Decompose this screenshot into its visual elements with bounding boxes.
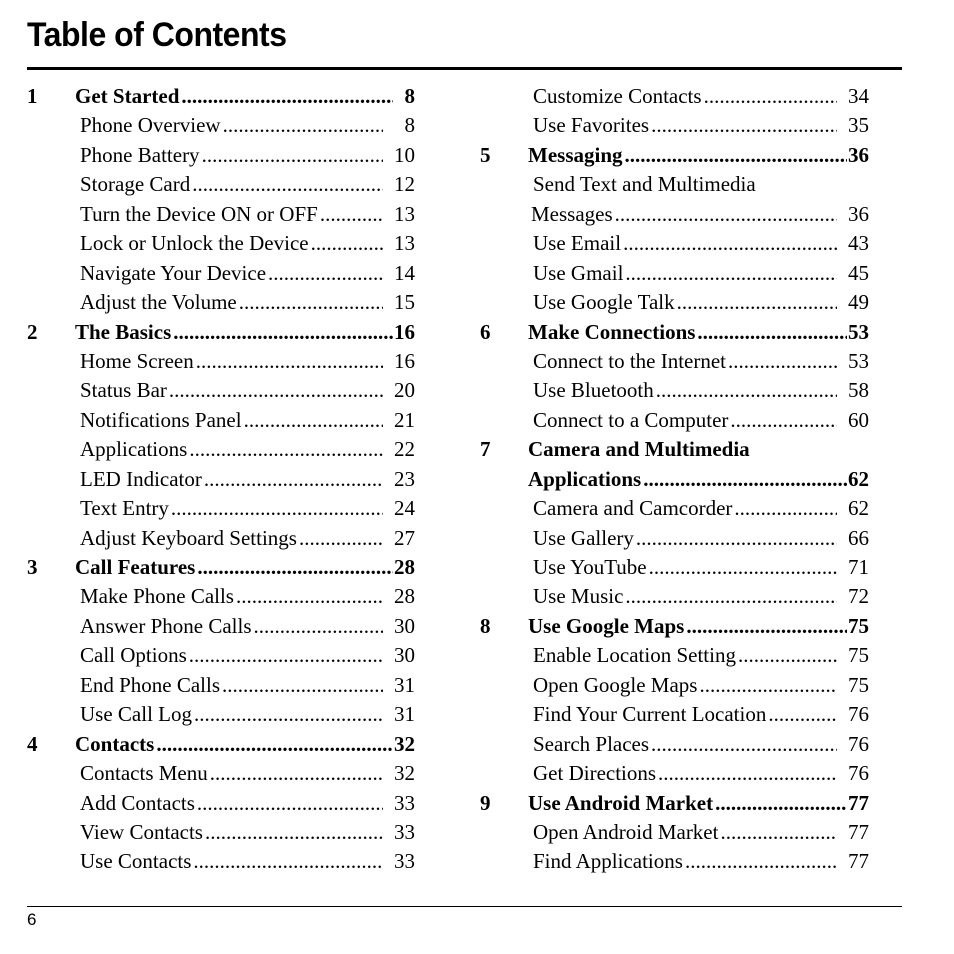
toc-line[interactable]: [533, 730, 869, 759]
toc-entry[interactable]: [480, 759, 869, 788]
toc-page-number: 16: [394, 319, 415, 344]
dot-leader: [713, 789, 847, 818]
toc-line[interactable]: [80, 406, 415, 435]
toc-label: Contacts: [75, 731, 155, 756]
toc-entry[interactable]: [480, 700, 869, 729]
toc-page-number: 8: [404, 113, 415, 138]
toc-entry[interactable]: [480, 200, 869, 229]
dot-leader: [736, 641, 837, 670]
toc-right-column: [480, 82, 869, 877]
dot-leader: [623, 141, 848, 170]
toc-entry[interactable]: [27, 700, 415, 729]
dot-leader: [169, 494, 383, 523]
toc-page-number: 75: [848, 613, 869, 638]
dot-leader: [266, 259, 383, 288]
dot-leader: [154, 730, 393, 759]
dot-leader: [190, 170, 383, 199]
toc-label: Adjust the Volume: [80, 290, 237, 315]
toc-label: Connect to a Computer: [533, 407, 729, 432]
toc-entry[interactable]: [27, 347, 415, 376]
dot-leader: [675, 288, 837, 317]
toc-entry[interactable]: [27, 465, 415, 494]
toc-entry[interactable]: [27, 494, 415, 523]
chapter-number: 6: [480, 319, 491, 344]
toc-label: Use Call Log: [80, 702, 192, 727]
toc-page-number: 34: [848, 84, 869, 108]
toc-entry[interactable]: [27, 259, 415, 288]
toc-page-number: 33: [394, 819, 415, 844]
toc-line[interactable]: [80, 818, 415, 847]
toc-label: Send Text and Multimedia: [533, 172, 756, 197]
toc-page-number: 28: [394, 584, 415, 609]
toc-line[interactable]: [533, 229, 869, 258]
toc-chapter[interactable]: [27, 730, 415, 759]
toc-line[interactable]: [80, 288, 415, 317]
toc-label: Use Gallery: [533, 525, 634, 550]
page-number: 6: [27, 910, 37, 929]
toc-line[interactable]: [80, 376, 415, 405]
toc-entry[interactable]: [27, 524, 415, 553]
toc-label: Use Android Market: [528, 790, 714, 815]
dot-leader: [718, 818, 837, 847]
toc-left-column: [27, 82, 415, 877]
toc-label: Navigate Your Device: [80, 260, 267, 285]
dot-leader: [187, 435, 383, 464]
toc-line[interactable]: [80, 435, 415, 464]
toc-entry[interactable]: [480, 170, 869, 199]
toc-label: Connect to the Internet: [533, 348, 727, 373]
toc-entry[interactable]: [27, 612, 415, 641]
dot-leader: [623, 582, 837, 611]
toc-line[interactable]: [80, 465, 415, 494]
toc-label: Home Screen: [80, 348, 194, 373]
toc-line[interactable]: [80, 582, 415, 611]
toc-page-number: 66: [848, 525, 869, 550]
toc-page-number: 31: [394, 672, 415, 697]
toc-entry[interactable]: [27, 200, 415, 229]
toc-label: Answer Phone Calls: [80, 613, 252, 638]
toc-page-number: 33: [394, 790, 415, 815]
toc-entry[interactable]: [27, 406, 415, 435]
toc-label: Find Your Current Location: [533, 702, 767, 727]
dot-leader: [728, 406, 837, 435]
toc-entry[interactable]: [27, 847, 415, 876]
toc-entry[interactable]: [480, 288, 869, 317]
toc-label: Turn the Device ON or OFF: [80, 201, 318, 226]
chapter-number: 2: [27, 319, 38, 344]
chapter-number: 7: [480, 437, 491, 462]
toc-label: Camera and Multimedia: [528, 437, 750, 462]
toc-line[interactable]: [80, 700, 415, 729]
toc-label: Messages: [531, 201, 613, 226]
toc-page-number: 76: [848, 731, 869, 756]
dot-leader: [649, 730, 837, 759]
toc-line[interactable]: [533, 494, 869, 523]
toc-entry[interactable]: [27, 789, 415, 818]
chapter-number: 9: [480, 790, 491, 815]
dot-leader: [208, 759, 383, 788]
toc-chapter[interactable]: [480, 318, 869, 347]
dot-leader: [237, 288, 383, 317]
toc-label: Messaging: [528, 142, 623, 167]
toc-page-number: 14: [394, 260, 415, 285]
toc-page-number: 27: [394, 525, 415, 550]
toc-entry[interactable]: [27, 818, 415, 847]
toc-page-number: 13: [394, 231, 415, 256]
toc-entry[interactable]: [480, 111, 869, 140]
toc-page-number: 53: [848, 348, 869, 373]
dot-leader: [683, 847, 837, 876]
dot-leader: [202, 465, 383, 494]
dot-leader: [695, 318, 847, 347]
toc-label: Add Contacts: [80, 790, 195, 815]
toc-page-number: 53: [848, 319, 869, 344]
dot-leader: [649, 111, 837, 140]
toc-label: Use YouTube: [533, 555, 647, 579]
toc-page-number: 45: [848, 260, 869, 285]
toc-line[interactable]: [80, 847, 415, 876]
dot-leader: [203, 818, 383, 847]
toc-label: Applications: [80, 437, 188, 462]
toc-line[interactable]: [533, 111, 869, 140]
dot-leader: [634, 524, 837, 553]
toc-line[interactable]: [80, 111, 415, 140]
toc-entry[interactable]: [480, 641, 869, 670]
toc-line[interactable]: [80, 671, 415, 700]
dot-leader: [192, 700, 383, 729]
toc-line[interactable]: [533, 553, 869, 582]
dot-leader: [221, 111, 383, 140]
toc-line[interactable]: [533, 759, 869, 788]
toc-line[interactable]: [533, 376, 869, 405]
toc-line[interactable]: [80, 141, 415, 170]
toc-label: Use Gmail: [533, 260, 624, 285]
toc-page-number: 76: [848, 761, 869, 786]
dot-leader: [641, 465, 847, 494]
toc-entry[interactable]: [480, 553, 869, 582]
dot-leader: [697, 671, 837, 700]
toc-line[interactable]: [80, 200, 415, 229]
toc-chapter[interactable]: [480, 612, 869, 641]
toc-page-number: 36: [848, 201, 869, 226]
toc-page-number: 20: [394, 378, 415, 403]
toc-line[interactable]: [528, 141, 869, 170]
toc-line[interactable]: [80, 789, 415, 818]
toc-page-number: 62: [848, 466, 869, 491]
toc-label: Use Bluetooth: [533, 378, 654, 403]
toc-line[interactable]: [533, 347, 869, 376]
toc-line[interactable]: [528, 318, 869, 347]
toc-page-number: 58: [848, 378, 869, 403]
chapter-number: 1: [27, 84, 38, 108]
toc-line[interactable]: [80, 229, 415, 258]
toc-line[interactable]: [528, 465, 869, 494]
toc-line[interactable]: [533, 288, 869, 317]
dot-leader: [309, 229, 383, 258]
dot-leader: [623, 259, 837, 288]
dot-leader: [684, 612, 847, 641]
toc-line[interactable]: [80, 170, 415, 199]
toc-label: Search Places: [533, 731, 650, 756]
toc-chapter[interactable]: [480, 465, 869, 494]
toc-entry[interactable]: [480, 82, 869, 111]
toc-page-number: 71: [848, 555, 869, 579]
toc-line[interactable]: [80, 612, 415, 641]
toc-page-number: 35: [848, 113, 869, 138]
page-title: Table of Contents: [27, 16, 287, 54]
toc-page-number: 16: [394, 348, 415, 373]
toc-page-number: 22: [394, 437, 415, 462]
toc-line[interactable]: [533, 524, 869, 553]
dot-leader: [732, 494, 837, 523]
toc-label: Applications: [528, 466, 642, 491]
dot-leader: [702, 82, 837, 111]
dot-leader: [171, 318, 393, 347]
toc-page-number: 12: [394, 172, 415, 197]
toc-label: The Basics: [75, 319, 172, 344]
dot-leader: [726, 347, 837, 376]
toc-page-number: 72: [848, 584, 869, 609]
toc-label: Contacts Menu: [80, 761, 208, 786]
dot-leader: [318, 200, 383, 229]
dot-leader: [621, 229, 837, 258]
toc-page-number: 60: [848, 407, 869, 432]
toc-entry[interactable]: [27, 759, 415, 788]
toc-line[interactable]: [80, 641, 415, 670]
toc-page-number: 10: [394, 142, 415, 167]
toc-entry[interactable]: [27, 288, 415, 317]
toc-line[interactable]: [533, 82, 869, 111]
dot-leader: [191, 847, 383, 876]
dot-leader: [220, 671, 383, 700]
toc-label: Adjust Keyboard Settings: [80, 525, 297, 550]
chapter-number: 5: [480, 142, 491, 167]
toc-page-number: 75: [848, 672, 869, 697]
toc-chapter[interactable]: [27, 82, 415, 111]
toc-label: Open Google Maps: [533, 672, 698, 697]
toc-page-number: 77: [848, 849, 869, 874]
toc-page-number: 49: [848, 290, 869, 315]
toc-entry[interactable]: [27, 641, 415, 670]
toc-label: LED Indicator: [80, 466, 202, 491]
dot-leader: [654, 376, 837, 405]
toc-line[interactable]: [533, 671, 869, 700]
toc-chapter[interactable]: [480, 789, 869, 818]
chapter-number: 3: [27, 555, 38, 579]
toc-line[interactable]: [533, 641, 869, 670]
toc-label: Notifications Panel: [80, 407, 242, 432]
toc-page-number: 21: [394, 407, 415, 432]
toc-label: Use Favorites: [533, 113, 650, 138]
toc-page-number: 24: [394, 496, 415, 521]
toc-entry[interactable]: [27, 582, 415, 611]
toc-entry[interactable]: [480, 229, 869, 258]
toc-line[interactable]: [75, 553, 415, 582]
toc-line[interactable]: [533, 259, 869, 288]
toc-page-number: 36: [848, 142, 869, 167]
header-rule: [27, 67, 902, 70]
toc-line[interactable]: [80, 524, 415, 553]
toc-entry[interactable]: [480, 259, 869, 288]
toc-entry[interactable]: [27, 376, 415, 405]
toc-page-number: 76: [848, 702, 869, 727]
toc-label: Make Connections: [528, 319, 696, 344]
toc-entry[interactable]: [480, 671, 869, 700]
toc-label: Use Contacts: [80, 849, 192, 874]
toc-page-number: 30: [394, 643, 415, 668]
dot-leader: [242, 406, 383, 435]
toc-page-number: 33: [394, 849, 415, 874]
toc-entry[interactable]: [27, 170, 415, 199]
toc-entry[interactable]: [480, 818, 869, 847]
toc-label: Enable Location Setting: [533, 643, 736, 668]
toc-page-number: 43: [848, 231, 869, 256]
toc-label: Get Directions: [533, 761, 657, 786]
toc-label: Use Google Talk: [533, 290, 675, 315]
toc-page-number: 77: [848, 819, 869, 844]
toc-page-number: 62: [848, 496, 869, 521]
toc-label: Phone Battery: [80, 142, 200, 167]
dot-leader: [187, 641, 383, 670]
toc-label: Call Options: [80, 643, 187, 668]
toc-chapter[interactable]: [480, 435, 869, 464]
toc-entry[interactable]: [480, 524, 869, 553]
toc-label: Camera and Camcorder: [533, 496, 733, 521]
toc-page-number: 30: [394, 613, 415, 638]
toc-line[interactable]: [528, 612, 869, 641]
toc-label: Use Music: [533, 584, 624, 609]
toc-entry[interactable]: [480, 582, 869, 611]
toc-line[interactable]: [528, 435, 869, 464]
toc-label: Use Google Maps: [528, 613, 685, 638]
toc-line[interactable]: [80, 259, 415, 288]
dot-leader: [167, 376, 383, 405]
toc-entry[interactable]: [27, 141, 415, 170]
toc-entry[interactable]: [480, 847, 869, 876]
toc-line[interactable]: [80, 494, 415, 523]
toc-label: Make Phone Calls: [80, 584, 234, 609]
toc-entry[interactable]: [27, 435, 415, 464]
toc-label: View Contacts: [80, 819, 203, 844]
toc-chapter[interactable]: [27, 318, 415, 347]
toc-page-number: 28: [394, 555, 415, 579]
toc-page-number: 13: [394, 201, 415, 226]
toc-line[interactable]: [75, 730, 415, 759]
dot-leader: [200, 141, 383, 170]
dot-leader: [297, 524, 383, 553]
dot-leader: [179, 82, 393, 111]
dot-leader: [195, 789, 383, 818]
toc-label: Open Android Market: [533, 819, 719, 844]
dot-leader: [656, 759, 837, 788]
toc-label: Storage Card: [80, 172, 191, 197]
toc-line[interactable]: [75, 82, 415, 111]
toc-line[interactable]: [533, 818, 869, 847]
toc-page-number: 23: [394, 466, 415, 491]
toc-line[interactable]: [533, 406, 869, 435]
toc-chapter[interactable]: [480, 141, 869, 170]
toc-label: End Phone Calls: [80, 672, 220, 697]
toc-page-number: 75: [848, 643, 869, 668]
toc-label: Customize Contacts: [533, 84, 702, 108]
toc-entry[interactable]: [480, 730, 869, 759]
dot-leader: [234, 582, 383, 611]
toc-page-number: 32: [394, 761, 415, 786]
toc-entry[interactable]: [480, 347, 869, 376]
toc-label: Status Bar: [80, 378, 167, 403]
toc-page-number: 31: [394, 702, 415, 727]
toc-entry[interactable]: [27, 111, 415, 140]
toc-page-number: 15: [394, 290, 415, 315]
toc-label: Use Email: [533, 231, 622, 256]
dot-leader: [647, 553, 837, 582]
toc-entry[interactable]: [27, 671, 415, 700]
toc-line[interactable]: [531, 200, 869, 229]
toc-line[interactable]: [533, 847, 869, 876]
toc-line[interactable]: [75, 318, 415, 347]
chapter-number: 8: [480, 613, 491, 638]
toc-line[interactable]: [533, 700, 869, 729]
toc-label: Lock or Unlock the Device: [80, 231, 309, 256]
dot-leader: [252, 612, 384, 641]
toc-entry[interactable]: [27, 229, 415, 258]
dot-leader: [195, 553, 393, 582]
toc-line[interactable]: [528, 789, 869, 818]
toc-line[interactable]: [80, 759, 415, 788]
toc-page-number: 77: [848, 790, 869, 815]
toc-label: Text Entry: [80, 496, 169, 521]
toc-chapter[interactable]: [27, 553, 415, 582]
toc-line[interactable]: [80, 347, 415, 376]
chapter-number: 4: [27, 731, 38, 756]
toc-label: Find Applications: [533, 849, 683, 874]
toc-line[interactable]: [533, 582, 869, 611]
dot-leader: [766, 700, 837, 729]
toc-label: Get Started: [75, 84, 180, 108]
footer-rule: [27, 906, 902, 907]
toc-line[interactable]: [533, 170, 869, 199]
dot-leader: [613, 200, 837, 229]
toc-entry[interactable]: [480, 376, 869, 405]
toc-label: Call Features: [75, 555, 196, 579]
toc-label: Phone Overview: [80, 113, 221, 138]
toc-entry[interactable]: [480, 494, 869, 523]
toc-page-number: 8: [404, 84, 415, 108]
toc-page-number: 32: [394, 731, 415, 756]
dot-leader: [194, 347, 383, 376]
toc-entry[interactable]: [480, 406, 869, 435]
